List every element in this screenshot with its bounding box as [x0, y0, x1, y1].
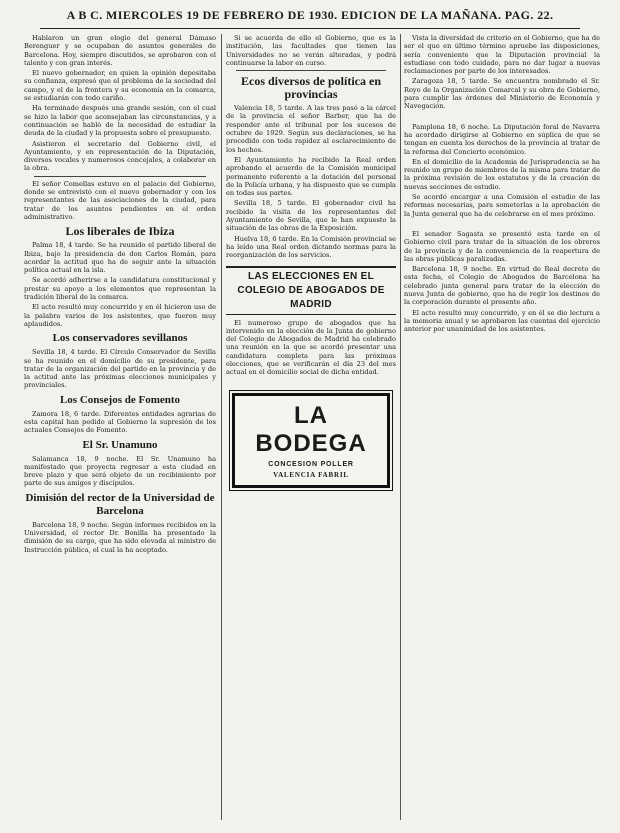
paragraph: El señor Comellas estuvo en el palacio del Gobierno, donde se entrevistó con el nuevo gobernador y con los representantes de las asociaciones de la ciudad, para tratar de los asuntos pendientes en el orden administrativo. — [24, 179, 216, 221]
paragraph: Sevilla 18, 5 tarde. El gobernador civil ha recibido la visita de los representantes del Ayuntamiento de Sevilla, que le han expuesto la situación de las obras de la Exposición. — [226, 199, 396, 233]
headline-dimision: Dimisión del rector de la Universidad de Barcelona — [25, 491, 215, 517]
paragraph: El nuevo gobernador, en quien la opinión depositaba su confianza, expresó que el problema de la sociedad del campo, y el de la frontera y su economía en la comarca, se estudiarán con todo cariño. — [24, 69, 216, 103]
column-divider — [221, 34, 222, 820]
paragraph: Salamanca 18, 9 noche. El Sr. Unamuno ha manifestado que proyecta regresar a esta ciudad en breve plazo y que será objeto de un recibimiento por parte de sus amigos y discípulos. — [24, 454, 216, 488]
paragraph: Zaragoza 18, 5 tarde. Se encuentra nombrado el Sr. Royo de la Organización Comarcal y su obra de Gobierno, para cumplir las órdenes del Ministerio de Economía y Navegación. — [404, 77, 600, 111]
paragraph: Se acordó adherirse a la candidatura constitucional y prestar su apoyo a los elementos que representan la tradición liberal de la comarca. — [24, 276, 216, 302]
paragraph: Palma 18, 4 tarde. Se ha reunido el partido liberal de Ibiza, bajo la presidencia de don Carlos Román, para acordar la actitud que ha de seguir ante la situación política actual en la isla. — [24, 241, 216, 275]
column-divider — [400, 34, 401, 820]
headline-fomento: Los Consejos de Fomento — [59, 393, 181, 406]
paragraph-group — [24, 180, 216, 221]
paragraph: Valencia 18, 5 tarde. A las tres pasó a la cárcel de la provincia el señor Barber, que ha de responder ante el tribunal por los sucesos de octubre de 1929. Según sus declaraciones, se ha procedido con toda rapidez al esclarecimiento de los hechos. — [226, 104, 396, 154]
advertisement — [232, 393, 390, 489]
header-rule — [40, 28, 580, 29]
paragraph: Se acordó encargar a una Comisión el estudio de las reformas necesarias, para someterlas a la aprobación de la Junta general que ha de celebrarse en el mes próximo. — [404, 193, 600, 218]
paragraph: El Ayuntamiento ha recibido la Real orden aprobando el acuerdo de la Comisión municipal permanente referente a la dotación del personal de la Policía urbana, y ha dispuesto que se cumpla en todas sus partes. — [226, 155, 396, 198]
paragraph: El senador Sagasta se presentó esta tarde en el Gobierno civil para tratar de la situación de los obreros de la provincia y de la conveniencia de la reapertura de las obras públicas paralizadas. — [404, 229, 600, 263]
headline-ibiza: Los liberales de Ibiza — [65, 224, 175, 239]
paragraph: Barcelona 18, 9 noche. En virtud de Real decreto de esta fecha, el Colegio de Abogados de Barcelona ha celebrado junta general para tratar de la elección de nueva Junta de gobierno, que ha de regir los destinos de la corporación durante el presente año. — [404, 265, 600, 307]
paragraph: En el domicilio de la Academia de Jurisprudencia se ha reunido un grupo de miembros de la misma para tratar de la próxima revisión de los estatutos y de la creación de nuevas secciones de estudio. — [404, 157, 600, 191]
paragraph-group — [404, 230, 600, 334]
page-header: A B C. MIERCOLES 19 DE FEBRERO DE 1930. EDICION DE LA MAÑANA. PAG. 22. — [66, 8, 554, 22]
ad-title: LA BODEGA — [255, 401, 367, 457]
paragraph-group — [24, 455, 216, 488]
paragraph: Pamplona 18, 6 noche. La Diputación foral de Navarra ha acordado dirigirse al Gobierno en súplica de que se tengan en cuenta los derechos de la provincia al tratar de la reforma del Concierto económico. — [404, 122, 600, 156]
paragraph: Si se acuerda de ello el Gobierno, que es la institución, las facultades que tienen las Universidades no se verán alteradas, y podrá continuarse la labor en curso. — [226, 34, 396, 67]
paragraph: Hablaron un gran elogio del general Dámaso Berenguer y se ocupaban de asuntos generales de Barcelona. Hoy, siempre discutidos, se aprobaron con el talento y con gran interés. — [24, 34, 216, 67]
paragraph: Zamora 18, 6 tarde. Diferentes entidades agrarias de esta capital han pedido al Gobierno la supresión de los actuales Consejos de Fomento. — [24, 409, 216, 435]
ad-line: VALENCIA FABRIL — [273, 470, 349, 479]
section-rule — [236, 70, 386, 71]
paragraph-group — [24, 521, 216, 554]
paragraph: Sevilla 18, 4 tarde. El Círculo Conservador de Sevilla se ha reunido en el domicilio de su presidente, para tratar de la organización del partido en la provincia y de la actitud ante las próximas elecciones municipales y provinciales. — [24, 348, 216, 390]
column-1 — [24, 34, 216, 824]
paragraph-group — [226, 319, 396, 377]
headline-ecos: Ecos diversos de política en provincias — [241, 74, 381, 102]
headline-unamuno: El Sr. Unamuno — [82, 438, 158, 451]
paragraph-group — [24, 348, 216, 389]
paragraph-group — [404, 34, 600, 111]
headline-sevilla: Los conservadores sevillanos — [52, 332, 188, 345]
paragraph: Huelva 18, 6 tarde. En la Comisión provincial se ha leído una Real orden dictando normas para la reorganización de los servicios. — [226, 234, 396, 260]
paragraph: Barcelona 18, 9 noche. Según informes recibidos en la Universidad, el rector Dr. Bonilla ha presentado la dimisión de su cargo, que ha sido elevada al ministro de Instrucción pública, el cual la ha aceptado. — [24, 520, 216, 554]
ad-line: CONCESION POLLER — [268, 460, 354, 468]
paragraph-group — [24, 34, 216, 173]
section-rule — [34, 176, 206, 177]
paragraph: Ha terminado después una grande sesión, con el cual se hizo la labor que aconsejaban las circunstancias, y a continuación se habló de la necesidad de estudiar la deuda de la ciudad y la propuesta sobre el presupuesto. — [24, 104, 216, 138]
column-3 — [404, 34, 600, 824]
paragraph: Vista la diversidad de criterio en el Gobierno, que ha de ser el que en último término apruebe las disposiciones, sería conveniente que la Diputación provincial la estudiase con todo cuidado, para no dar lugar a nuevas reclamaciones por parte de los interesados. — [404, 34, 600, 76]
paragraph-group — [24, 241, 216, 328]
paragraph: El numeroso grupo de abogados que ha intervenido en la elección de la Junta de gobierno del Colegio de Abogados de Madrid ha celebrado una reunión en la que se acordó presentar una candidatura completa para las próximas elecciones, que se verificarán el día 23 del mes actual en el domicilio social de dicha entidad. — [226, 318, 396, 377]
paragraph-group — [404, 123, 600, 218]
paragraph-group — [226, 104, 396, 259]
paragraph: El acto resultó muy concurrido, y en él se dio lectura a la memoria anual y se aprobaron las cuentas del ejercicio anterior por unanimidad de los asistentes. — [404, 308, 600, 334]
column-2 — [226, 34, 396, 824]
paragraph-group — [24, 410, 216, 435]
paragraph: El acto resultó muy concurrido y en él hicieron uso de la palabra varios de los asistentes, que fueron muy aplaudidos. — [24, 303, 216, 328]
paragraph-group — [226, 34, 396, 67]
paragraph: Asistieron el secretario del Gobierno civil, el Ayuntamiento, y en representación de la Diputación, diversos vocales y numerosos concejales, a colaborar en la obra. — [24, 139, 216, 173]
headline-elecciones: LAS ELECCIONES EN EL COLEGIO DE ABOGADOS DE MADRID — [226, 266, 396, 315]
